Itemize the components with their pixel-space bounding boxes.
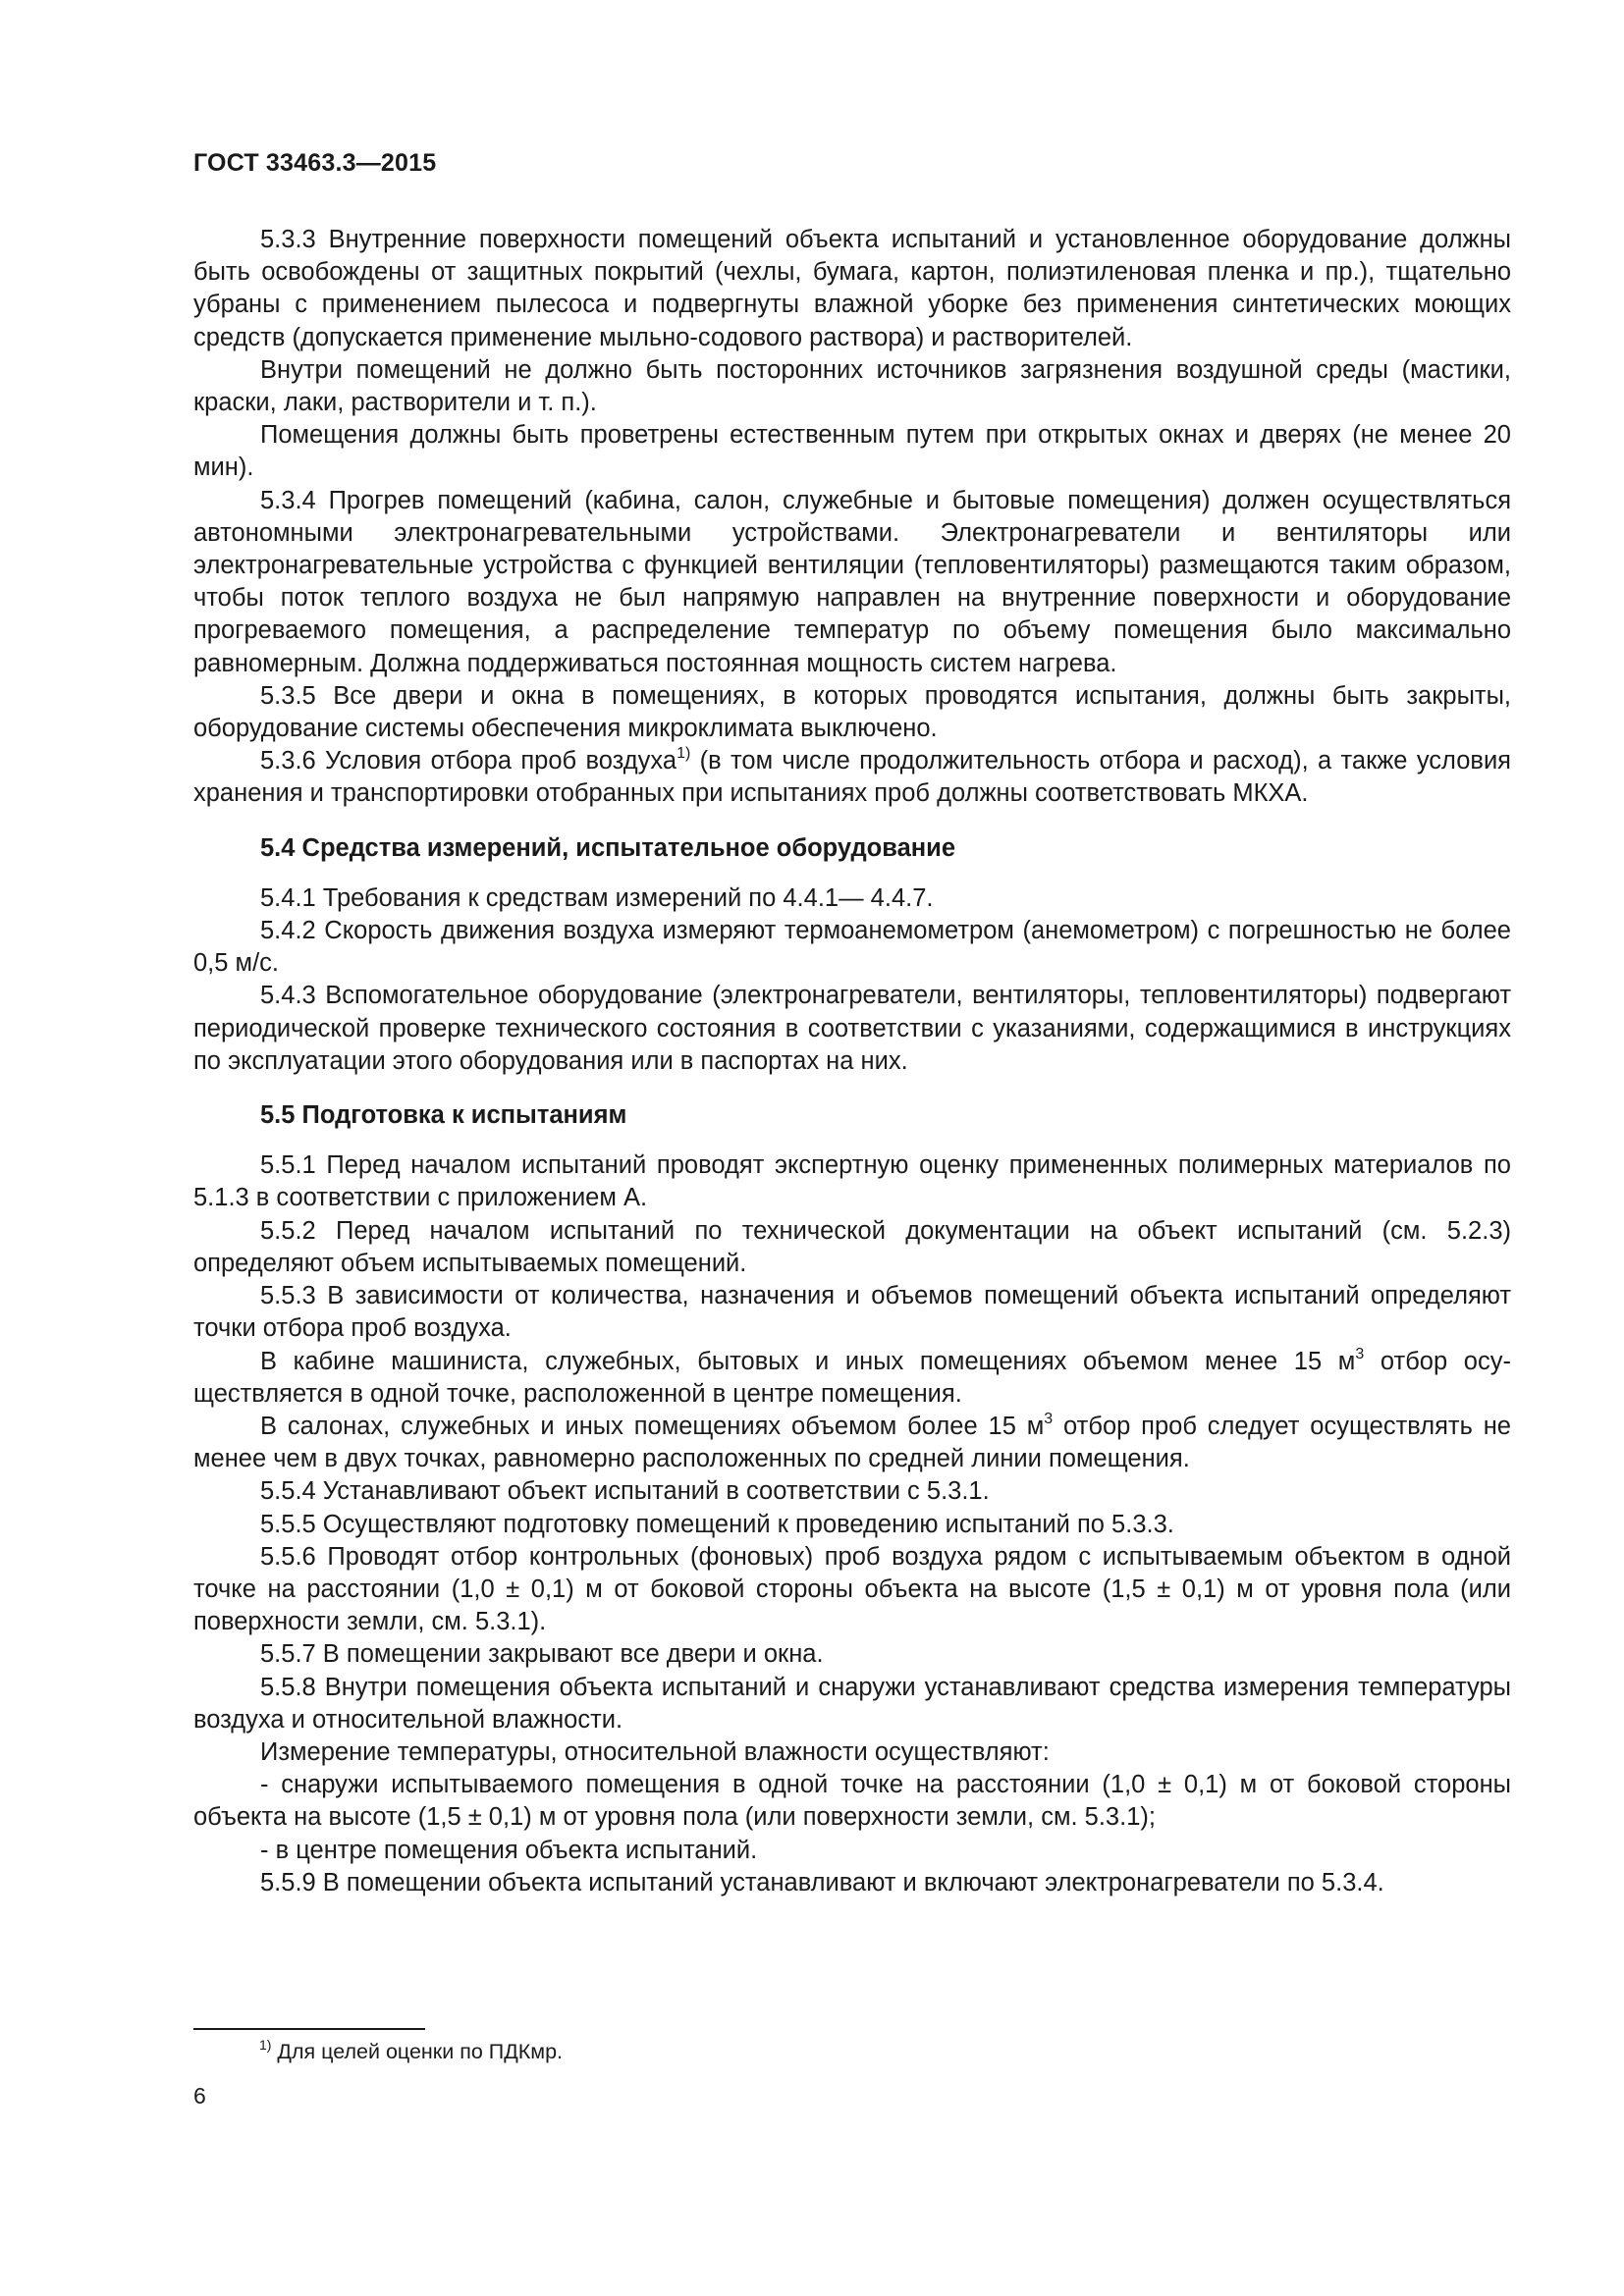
footnote-text: Для целей оценки по ПДКмр. bbox=[271, 2040, 564, 2063]
footnote-mark: 1) bbox=[259, 2037, 272, 2053]
section-heading-5-4: 5.4 Средства измерений, испытательное оборудование bbox=[260, 833, 956, 862]
paragraph-5-3-6-start: 5.3.6 Условия отбора проб воздуха bbox=[260, 747, 677, 775]
list-item-center: - в центре помещения объекта испытаний. bbox=[260, 1836, 758, 1864]
paragraph-5-5-9: 5.5.9 В помещении объекта испытаний устанавливают и включают электронагреватели по 5.3.4. bbox=[260, 1868, 1384, 1896]
footnote bbox=[259, 2038, 563, 2065]
paragraph-5-5-5: 5.5.5 Осуществляют подготовку помещений к проведению испытаний по 5.3.3. bbox=[260, 1510, 1174, 1538]
paragraph-5-5-3-small-rooms bbox=[193, 1346, 1511, 1411]
paragraph-5-3-5: 5.3.5 Все двери и окна в помещениях, в которых проводятся испытания, должны быть закрыты, оборудование системы обеспечения микроклимата выключено. bbox=[193, 681, 1511, 743]
paragraph-5-5-3-large-start: В салонах, служебных и иных помещениях объемом более 15 м bbox=[260, 1412, 1045, 1440]
paragraph-5-5-3-small-start: В кабине машиниста, служебных, бытовых и иных помещениях объемом менее 15 м bbox=[260, 1347, 1356, 1375]
paragraph-5-5-3-small-end: отбор осуществляется в одной точке, расположенной в центре помещения. bbox=[193, 1347, 1511, 1408]
page-number: 6 bbox=[193, 2083, 206, 2109]
paragraph-5-5-8: 5.5.8 Внутри помещения объекта испытаний и снаружи устанавливают средства измерения температуры воздуха и относительной влажности. bbox=[193, 1673, 1511, 1734]
paragraph-5-5-1: 5.5.1 Перед началом испытаний проводят экспертную оценку примененных полимерных материалов по 5.1.3 в соответствии с приложением А. bbox=[193, 1151, 1511, 1212]
paragraph-5-5-3-large-rooms bbox=[193, 1411, 1511, 1475]
paragraph-5-5-8-measurement: Измерение температуры, относительной влажности осуществляют: bbox=[260, 1737, 1050, 1766]
paragraph-5-5-2: 5.5.2 Перед началом испытаний по технической документации на объект испытаний (см. 5.2.3) определяют объем испытываемых помещений. bbox=[193, 1216, 1511, 1277]
paragraph-5-4-1: 5.4.1 Требования к средствам измерений по 4.4.1— 4.4.7. bbox=[260, 883, 934, 912]
paragraph-5-3-6 bbox=[193, 745, 1511, 810]
paragraph-5-5-3-large-end: отбор проб следует осуществлять не менее чем в двух точках, равномерно расположенных по средней линии помещения. bbox=[193, 1412, 1511, 1473]
paragraph-5-3-3-contaminants: Внутри помещений не должно быть посторонних источников загрязнения воздушной среды (мастики, краски, лаки, растворители и т. п.). bbox=[193, 355, 1511, 417]
document-body bbox=[193, 224, 1511, 1899]
footnote-divider bbox=[193, 2028, 425, 2030]
paragraph-5-5-6: 5.5.6 Проводят отбор контрольных (фоновых) проб воздуха рядом с испытываемым объектом в одной точке на расстоянии (1,0 ± 0,1) м от боковой стороны объекта на высоте (1,5 ± 0,1) м от уровня пола (или поверхности земли, см. 5.3.1). bbox=[193, 1542, 1511, 1636]
cubic-superscript: 3 bbox=[1044, 1410, 1054, 1427]
paragraph-5-5-7: 5.5.7 В помещении закрывают все двери и окна. bbox=[260, 1640, 824, 1669]
paragraph-5-4-2: 5.4.2 Скорость движения воздуха измеряют термоанемометром (анемометром) с погрешностью не более 0,5 м/с. bbox=[193, 917, 1511, 978]
paragraph-5-4-3: 5.4.3 Вспомогательное оборудование (электронагреватели, вентиляторы, тепловентиляторы) подвергают периодической проверке технического состояния в соответствии с указаниями, содержащимися в инструкциях по эксплуатации этого оборудования или в паспортах на них. bbox=[193, 982, 1511, 1075]
paragraph-5-3-6-end: (в том числе продолжительность отбора и расход), а также условия хранения и транспортировки отобранных при испытаниях проб должны соответствовать МКХА. bbox=[193, 747, 1511, 808]
cubic-superscript: 3 bbox=[1355, 1345, 1365, 1362]
paragraph-5-5-3: 5.5.3 В зависимости от количества, назначения и объемов помещений объекта испытаний определяют точки отбора проб воздуха. bbox=[193, 1282, 1511, 1343]
paragraph-5-3-3: 5.3.3 Внутренние поверхности помещений объекта испытаний и установленное оборудование должны быть освобождены от защитных покрытий (чехлы, бумага, картон, полиэтиленовая пленка и пр.), тщательно убраны с применением пылесоса и подвергнуты влажной уборке без применения синтетических моющих средств (допускается применение мыльно-содового раствора) и растворителей. bbox=[193, 226, 1511, 351]
document-header: ГОСТ 33463.3—2015 bbox=[193, 149, 437, 177]
footnote-reference: 1) bbox=[677, 745, 691, 763]
paragraph-5-5-4: 5.5.4 Устанавливают объект испытаний в соответствии с 5.3.1. bbox=[260, 1477, 990, 1506]
list-item-outside: - снаружи испытываемого помещения в одной точке на расстоянии (1,0 ± 0,1) м от боковой стороны объекта на высоте (1,5 ± 0,1) м от уровня пола (или поверхности земли, см. 5.3.1); bbox=[193, 1771, 1511, 1832]
section-heading-5-5: 5.5 Подготовка к испытаниям bbox=[260, 1101, 627, 1130]
paragraph-5-3-3-ventilation: Помещения должны быть проветрены естественным путем при открытых окнах и дверях (не менее 20 мин). bbox=[193, 421, 1511, 482]
paragraph-5-3-4: 5.3.4 Прогрев помещений (кабина, салон, служебные и бытовые помещения) должен осуществляться автономными электронагревательными устройствами. Электронагреватели и вентиляторы или электронагревательные устройства с функцией вентиляции (тепловентиляторы) размещаются таким образом, чтобы поток теплого воздуха не был напрямую направлен на внутренние поверхности и оборудование прогреваемого помещения, а распределение температур по объему помещения было максимально равномерным. Должна поддерживаться постоянная мощность систем нагрева. bbox=[193, 486, 1511, 677]
